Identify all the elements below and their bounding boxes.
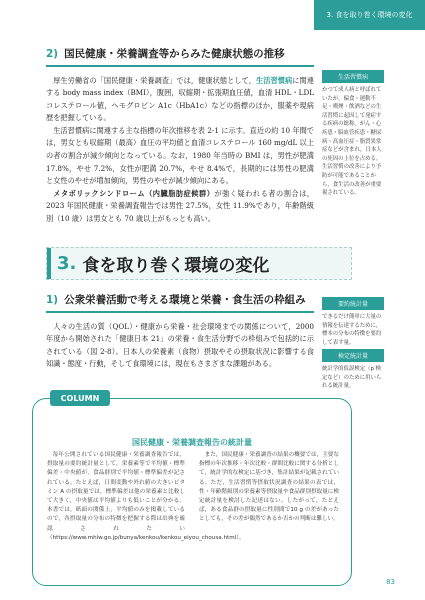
chapter-number: 3. [57,253,77,274]
sidebar-text: 統計学的仮説検定（p 検定など）のために用いられる統計量。 [322,366,382,390]
section-heading [46,46,314,61]
section-title: 公衆栄養活動で考える環境と栄養・食生活の枠組み [64,294,306,306]
section-title: 国民健康・栄養調査等からみた健康状態の推移 [64,48,285,60]
sidebar-note [322,297,384,347]
paragraph [46,188,314,226]
column-tag: COLUMN [50,390,110,406]
text: が強く疑われる者の割合は，2023 年国民健康・栄養調査報告では男性 27.5%，女性 11.9%であり，年齢階級別（10 歳）は男女とも 70 歳以上がもっとも高い。 [46,188,314,224]
keyword-bold: メタボリックシンドローム（内臓脂肪症候群） [53,188,215,198]
column-title: 国民健康・栄養調査報告の統計量 [132,438,252,447]
text: 厚生労働省の「国民健康・栄養調査」では，健康状態として， [53,75,257,85]
section-number: 2) [46,47,59,60]
main-content [46,46,314,226]
sidebar-label: 検定統計量 [322,349,384,362]
sidebar-note [322,349,384,391]
sidebar-label: 要約統計量 [322,297,384,310]
sidebar-label: 生活習慣病 [322,70,384,83]
section-rule [46,65,314,67]
chapter-title: 食を取り巻く環境の変化 [82,256,270,276]
text: に関連する body mass index（BMI），腹囲，収縮期・拡張期血圧値，血清 HDL・LDL コレステロール値，ヘモグロビン A1c（HbA1c）などの指標のほか，服薬や現病歴を把握している。 [46,75,314,123]
column-text-left: 毎年公開されている国民健康・栄養調査報告では，摂取量の要約統計量として，栄養素等で平均値・標準偏差・中央値が，食品群別で平均値・標準偏差が記されている。たとえば，日間変動や外れ値の大きいビタミン A の摂取量では，標準偏差は他の栄養素と比較して大きく，中央値は平均値よりも低いことが分かる。本書では，紙面の関係上，平均値のみを掲載しているので，各摂取量の分布の特徴を把握する際は出典を確認されたい（https://www.mhlw.go.jp/bunya/kenkou/kenkou_eiyou_chousa.html）。 [47,452,245,541]
paragraph: 人々の生活の質（QOL）・健康から栄養・社会環境までの関係について，2000 年度から開始された「健康日本 21」の栄養・食生活分野での枠組みで包括的に示されている（図 2-8）。日本人の栄養素（食物）摂取やその摂取状況に影響する食知識・態度・行動，そして食環境には，現在もさまざまな課題がある。 [46,321,314,369]
section-rule [46,311,314,313]
column-box [32,398,352,586]
section-number: 1) [46,293,59,306]
chapter-header-tab: 3. 食を取り巻く環境の変化 [314,0,425,30]
paragraph [46,75,314,125]
sidebar-text: かつて成人病と呼ばれていたが，偏食・運動不足・喫煙・飲酒などの生活習慣に起因して発症する疾病の総称。がん・心疾患・脳血管疾患・糖尿病・高血圧症・脂質異常症などが含まれ，日本人の死因の上位を占める。生活習慣の改善により予防が可能であることから，食生活の改善が重要視されている。 [322,87,382,197]
chapter-banner [46,247,352,280]
banner-accent-bar [47,248,51,279]
page-number: 83 [386,578,395,586]
sidebar-note [322,70,384,198]
keyword-highlight: 生活習慣病 [256,75,293,85]
section-heading [46,292,314,307]
main-content-2 [46,292,314,371]
sidebar-text: できるだけ簡単に大量の情報を伝達するために，標本の分布の特徴を要約して表す量。 [322,314,382,346]
paragraph: 生活習慣病に関連する主な指標の年次推移を表 2-1 に示す。直近の約 10 年間では，男女とも収縮期（最高）血圧の平均値と血清コレステロール 160 mg/dL 以上の者の割合が減少傾向となっている。なお，1980 年当時の BMI は，男性が肥満 17.8%，やせ 7.2%，女性が肥満 20.7%，やせ 8.4%で，長期的には男性の肥満と女性のやせが増加傾向，男性のやせが減少傾向にある。 [46,125,314,186]
column-text-right: また，国民健康・栄養調査の結果の概要では，主要な指標の年次推移・年次比較・群間比較に関する分析として，統計学的な検定に基づき，集計結果が記載されている。ただ，生活習慣等摂取状況調査の結果の表では，性・年齢階級別の栄養素等摂取量や食品群別摂取量に検定統計量を検討した記述はない。したがって，たとえば，ある食品群の摂取量に性別間で10 g の差があったとしても，その差が偶然であるか否かの判断は難しい。 [199,452,339,523]
